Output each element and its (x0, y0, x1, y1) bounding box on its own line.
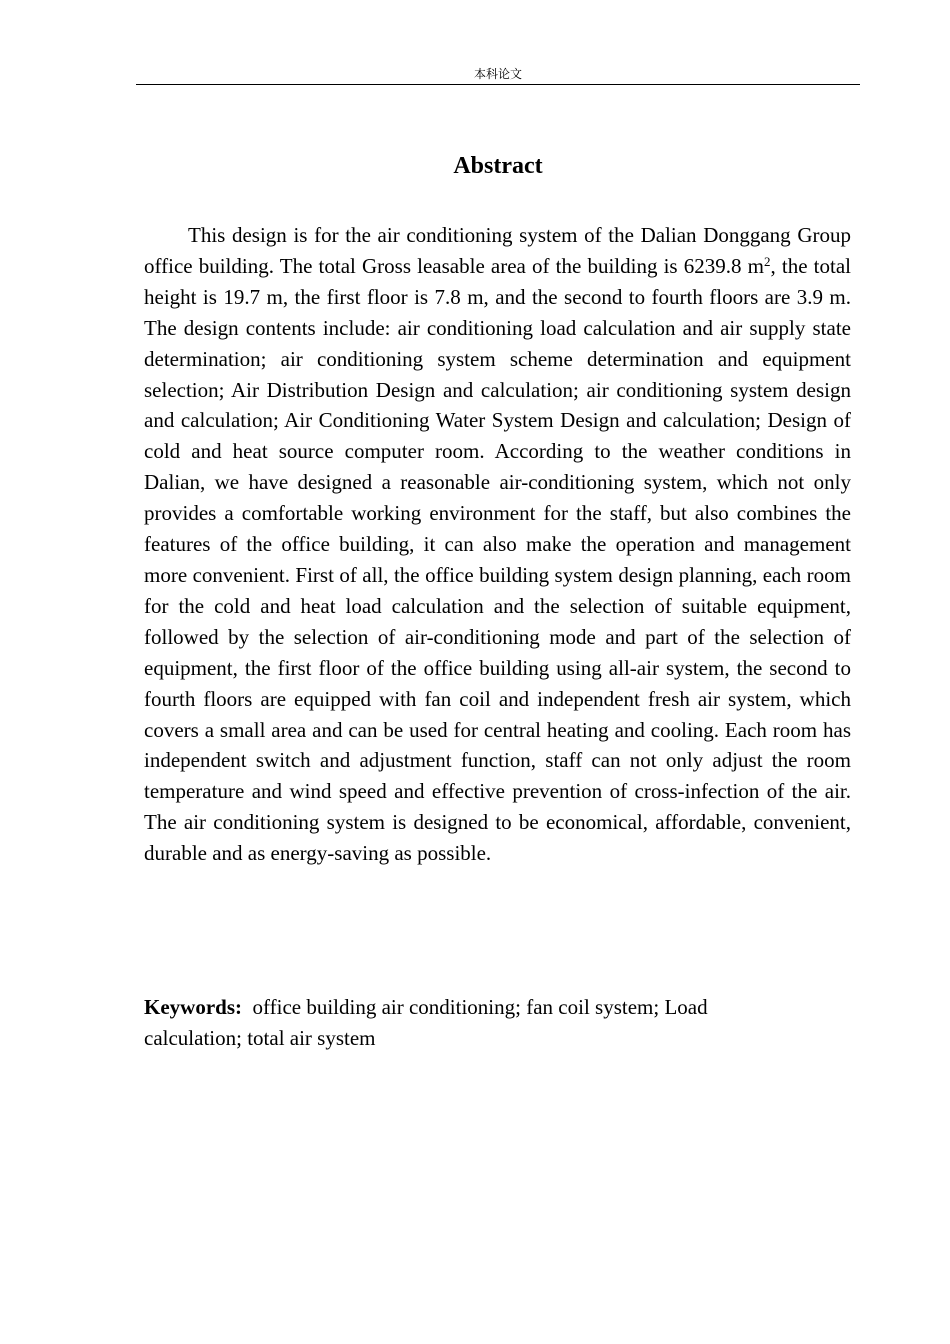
abstract-title: Abstract (453, 153, 543, 179)
abstract-text-part1: This design is for the air conditioning system of the Dalian Donggang Group office building. The total Gross leasable area of the building is 6239.8 m (144, 223, 851, 278)
keywords-label: Keywords: (144, 995, 242, 1019)
page-header (136, 64, 860, 85)
abstract-body (144, 220, 851, 869)
keywords (144, 992, 784, 1054)
header-text: 本科论文 (473, 67, 522, 81)
abstract-text-part2: , the total height is 19.7 m, the first floor is 7.8 m, and the second to fourth floors are 3.9 m. The design contents include: air conditioning load calculation and air supply state determination; air conditioning system scheme determination and equipment selection; Air Distribution Design and calculation; air conditioning system design and calculation; Air Conditioning Water System Design and calculation; Design of cold and heat source computer room. According to the weather conditions in Dalian, we have designed a reasonable air-conditioning system, which not only provides a comfortable working environment for the staff, but also combines the features of the office building, it can also make the operation and management more convenient. First of all, the office building system design planning, each room for the cold and heat load calculation and the selection of suitable equipment, followed by the selection of air-conditioning mode and part of the selection of equipment, the first floor of the office building using all-air system, the second to fourth floors are equipped with fan coil and independent fresh air system, which covers a small area and can be used for central heating and cooling. Each room has independent switch and adjustment function, staff can not only adjust the room temperature and wind speed and effective prevention of cross-infection of the air. The air conditioning system is designed to be economical, affordable, convenient, durable and as energy-saving as possible. (144, 253, 851, 866)
keywords-text: office building air conditioning; fan coil system; Load calculation; total air system (144, 995, 708, 1050)
area-unit-superscript: 2 (763, 253, 771, 269)
